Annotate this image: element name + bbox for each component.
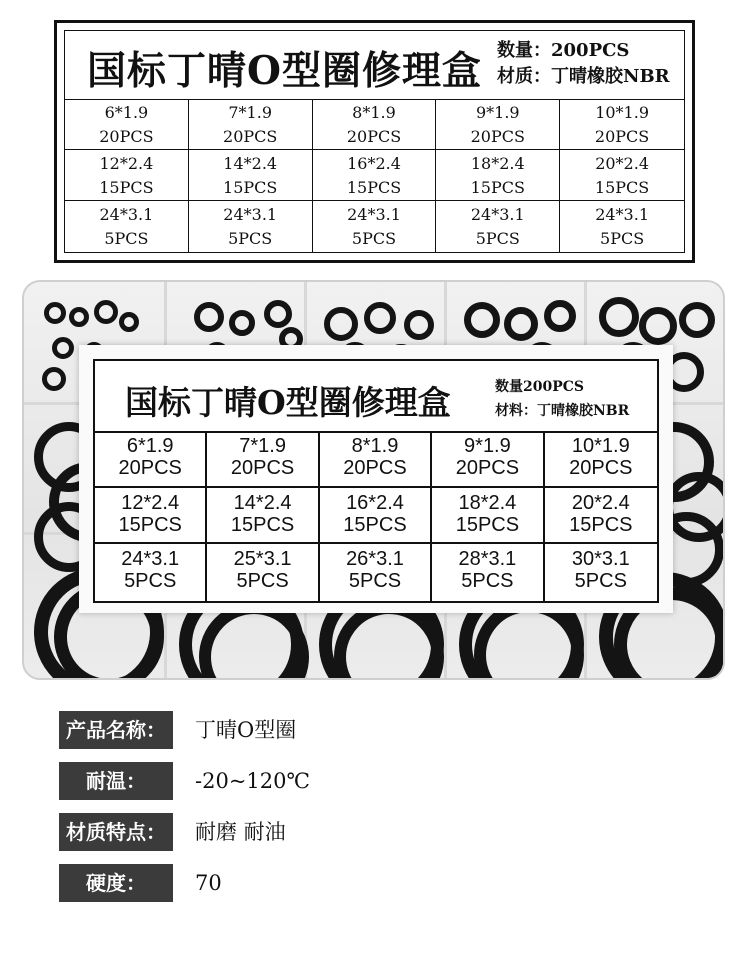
top-label-size-cell [313, 201, 437, 252]
top-label-size-cell [436, 99, 560, 150]
spec-row-temperature [59, 762, 659, 800]
box-label-size-cell [545, 431, 657, 488]
top-label-title: 国标丁晴O型圈修理盒 [87, 48, 482, 94]
box-label-material: 材料：丁晴橡胶NBR [495, 403, 630, 419]
top-label-quantity: 数量：200PCS [497, 40, 630, 61]
top-label-size-cell [65, 99, 189, 150]
box-label-meta [495, 375, 629, 423]
quantity-label: 5PCS [124, 570, 177, 593]
size-label: 25*3.1 [233, 548, 292, 571]
spec-key: 材质特点： [59, 813, 173, 851]
o-ring [679, 302, 715, 338]
box-label-header [95, 361, 657, 433]
quantity-label: 15PCS [569, 513, 633, 536]
quantity-label: 5PCS [236, 570, 289, 593]
quantity-label: 20PCS [230, 457, 295, 479]
o-ring [52, 337, 74, 359]
quantity-label: 15PCS [230, 513, 295, 536]
o-ring [364, 302, 396, 334]
top-label-frame [64, 30, 685, 253]
o-ring [504, 307, 538, 341]
box-label-size-cell [432, 544, 544, 601]
box-label-size-cell [95, 544, 207, 601]
size-label: 20*2.4 [571, 491, 630, 514]
top-label-size-cell [560, 201, 684, 252]
size-label: 10*1.9 [595, 103, 649, 122]
quantity-label: 20PCS [455, 457, 520, 479]
box-label-size-cell [432, 431, 544, 488]
quantity-label: 5PCS [104, 229, 149, 248]
size-label: 12*2.4 [99, 154, 154, 173]
box-label-size-cell [320, 431, 432, 488]
quantity-label: 5PCS [228, 229, 273, 248]
top-label-meta [497, 38, 670, 90]
size-label: 14*2.4 [233, 491, 292, 514]
top-label-card [54, 20, 695, 263]
top-label-size-grid [65, 99, 684, 252]
size-label: 8*1.9 [351, 435, 399, 457]
o-ring [44, 302, 66, 324]
quantity-label: 20PCS [569, 457, 633, 479]
size-label: 16*2.4 [347, 154, 401, 173]
spec-value: 70 [195, 871, 222, 895]
size-label: 10*1.9 [571, 435, 630, 457]
box-label-size-grid [95, 431, 657, 601]
size-label: 7*1.9 [228, 103, 272, 122]
size-label: 8*1.9 [352, 103, 396, 122]
quantity-label: 15PCS [118, 513, 182, 536]
size-label: 24*3.1 [470, 205, 525, 224]
box-label-frame [93, 359, 659, 603]
spec-value: -20~120℃ [195, 769, 310, 793]
top-label-size-cell [313, 150, 437, 201]
top-label-size-cell [65, 150, 189, 201]
top-label-size-cell [436, 201, 560, 252]
quantity-label: 15PCS [223, 178, 278, 197]
o-ring [599, 297, 639, 337]
top-label-size-cell [436, 150, 560, 201]
top-label-size-cell [560, 150, 684, 201]
size-label: 6*1.9 [126, 435, 174, 457]
size-label: 6*1.9 [104, 103, 149, 122]
o-ring [264, 300, 292, 328]
quantity-label: 20PCS [99, 127, 154, 146]
box-label-size-cell [95, 431, 207, 488]
top-label-size-cell [189, 99, 313, 150]
spec-value: 丁晴O型圈 [195, 718, 297, 742]
quantity-label: 20PCS [470, 127, 525, 146]
o-ring [69, 307, 89, 327]
o-ring [404, 310, 434, 340]
top-label-size-cell [189, 150, 313, 201]
spec-row-name [59, 711, 659, 749]
size-label: 16*2.4 [346, 491, 404, 514]
size-label: 14*2.4 [223, 154, 278, 173]
quantity-label: 20PCS [594, 127, 650, 146]
quantity-label: 20PCS [343, 457, 407, 479]
spec-row-hardness [59, 864, 659, 902]
size-label: 18*2.4 [458, 491, 517, 514]
quantity-label: 15PCS [343, 513, 407, 536]
size-label: 26*3.1 [346, 548, 404, 571]
quantity-label: 15PCS [99, 178, 154, 197]
quantity-label: 20PCS [223, 127, 278, 146]
o-ring [94, 300, 118, 324]
size-label: 30*3.1 [571, 548, 630, 571]
size-label: 24*3.1 [347, 205, 401, 224]
box-label-size-cell [432, 488, 544, 545]
top-label-material: 材质：丁晴橡胶NBR [497, 66, 670, 87]
box-label-quantity: 数量200PCS [495, 379, 585, 395]
o-ring [324, 307, 358, 341]
box-label-size-cell [207, 488, 319, 545]
quantity-label: 5PCS [600, 229, 645, 248]
size-label: 24*3.1 [595, 205, 649, 224]
size-label: 12*2.4 [121, 491, 180, 514]
size-label: 18*2.4 [470, 154, 525, 173]
spec-value: 耐磨 耐油 [195, 820, 286, 844]
box-label-size-cell [545, 544, 657, 601]
box-label-size-cell [207, 431, 319, 488]
o-ring [464, 302, 500, 338]
top-label-size-cell [65, 201, 189, 252]
size-label: 9*1.9 [464, 435, 511, 457]
spec-key: 耐温： [59, 762, 173, 800]
o-ring [229, 310, 255, 336]
box-label-size-cell [95, 488, 207, 545]
quantity-label: 15PCS [470, 178, 525, 197]
box-label-size-cell [545, 488, 657, 545]
top-label-size-cell [313, 99, 437, 150]
size-label: 24*3.1 [223, 205, 278, 224]
quantity-label: 5PCS [475, 229, 520, 248]
size-label: 28*3.1 [458, 548, 517, 571]
quantity-label: 15PCS [455, 513, 520, 536]
quantity-label: 5PCS [461, 570, 514, 593]
size-label: 24*3.1 [99, 205, 154, 224]
size-label: 20*2.4 [595, 154, 649, 173]
quantity-label: 15PCS [594, 178, 650, 197]
top-label-header [65, 31, 684, 100]
quantity-label: 15PCS [346, 178, 402, 197]
box-label-card [79, 345, 673, 613]
o-ring [639, 307, 677, 345]
top-label-size-cell [560, 99, 684, 150]
spec-row-features [59, 813, 659, 851]
quantity-label: 5PCS [348, 570, 402, 593]
box-label-title: 国标丁晴O型圈修理盒 [125, 383, 451, 422]
size-label: 7*1.9 [239, 435, 286, 457]
spec-key: 产品名称： [59, 711, 173, 749]
top-label-size-cell [189, 201, 313, 252]
quantity-label: 20PCS [118, 457, 182, 479]
o-ring [119, 312, 139, 332]
box-label-size-cell [207, 544, 319, 601]
size-label: 9*1.9 [475, 103, 520, 122]
o-ring [544, 300, 576, 332]
size-label: 24*3.1 [121, 548, 180, 571]
box-label-size-cell [320, 488, 432, 545]
o-ring [42, 367, 66, 391]
quantity-label: 5PCS [351, 229, 397, 248]
box-label-size-cell [320, 544, 432, 601]
spec-key: 硬度： [59, 864, 173, 902]
quantity-label: 5PCS [574, 570, 627, 593]
quantity-label: 20PCS [346, 127, 402, 146]
o-ring [194, 302, 224, 332]
